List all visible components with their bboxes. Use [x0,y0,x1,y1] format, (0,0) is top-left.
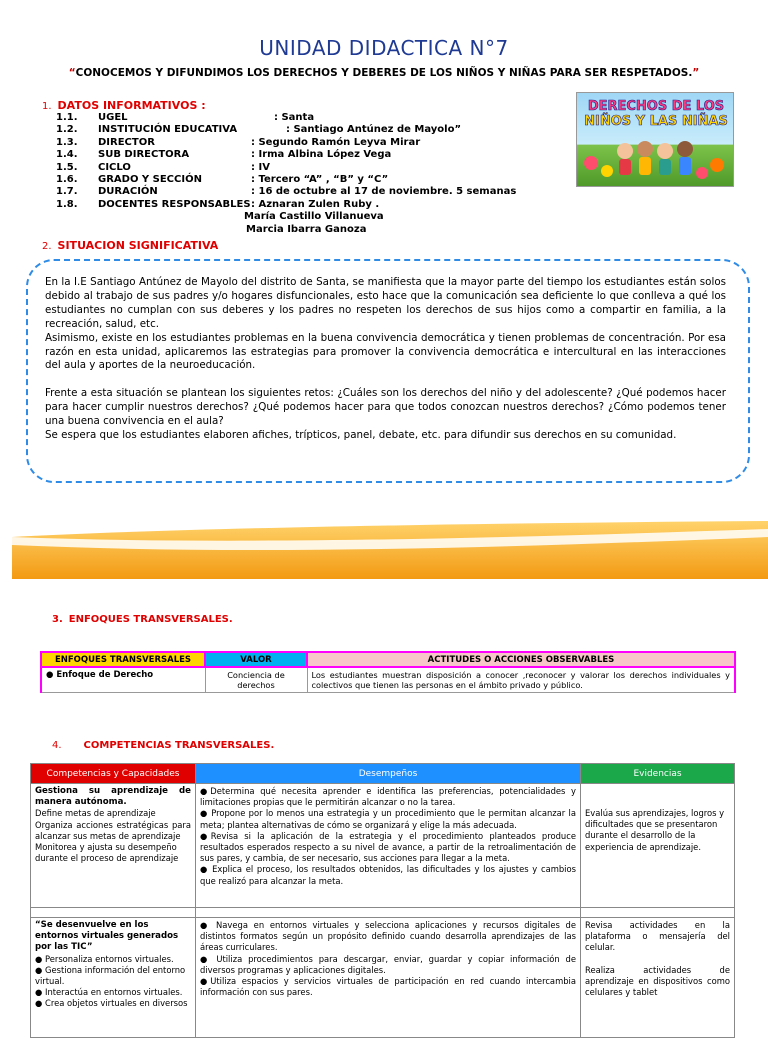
situacion-paragraph: Frente a esta situación se plantean los siguientes retos: ¿Cuáles son los derechos del niño y del adolescente? ¿Qué podemos hacer para hacer cumplir nuestros derechos? ¿Qué podemos hacer para que todos conozcan nuestros derechos? ¿Cómo podemos tener una buena convivencia en el aula? [45,387,726,428]
competencia-row-2 [31,918,735,1038]
section-number: 1. [42,101,52,112]
info-num: 1.5. [56,161,78,173]
section-4-heading [52,740,274,751]
competencia-cell [31,918,196,1038]
info-value: : Santa [274,112,315,123]
info-value: María Castillo Villanueva [244,211,384,223]
document-title: UNIDAD DIDACTICA N°7 [259,36,509,60]
section-title: COMPETENCIAS TRANSVERSALES. [83,740,275,751]
competencia-cell [31,784,196,908]
info-label: UGEL [98,112,128,123]
actitudes-header: ACTITUDES O ACCIONES OBSERVABLES [307,652,735,667]
competencias-header-row [31,764,735,784]
info-num: 1.8. [56,198,78,210]
info-num: 1.7. [56,186,78,198]
banner-title [577,99,734,129]
desempeno-item: ●Determina qué necesita aprender e identifica las preferencias, potencialidades y limitaciones propias que le permitirán alcanzar o no la tarea. [200,786,576,808]
info-num: 1.1. [56,112,78,123]
info-value: : Irma Albina López Vega [251,149,392,161]
document-subtitle [0,67,768,79]
banner-line-2: NIÑOS Y LAS NIÑAS [584,114,728,129]
section-number: 3. [52,614,63,625]
capacidad-item: Define metas de aprendizaje [35,808,156,819]
section-2-heading [42,239,218,252]
info-value: Marcia Ibarra Ganoza [246,223,367,235]
situacion-text [45,276,726,443]
section-number: 2. [42,241,52,252]
orange-swoosh-divider [0,515,768,583]
evidencias-cell [581,918,735,1038]
enfoques-table [40,651,736,693]
info-label: SUB DIRECTORA [98,149,190,161]
capacidad-item: Monitorea y ajusta su desempeño durante el proceso de aprendizaje [35,842,179,864]
competencias-header: Competencias y Capacidades [31,764,196,784]
info-num: 1.2. [56,124,78,136]
table-spacer-row [31,908,735,918]
info-label: CICLO [98,161,131,173]
enfoques-row [41,667,735,693]
competencia-title: “Se desenvuelve en los entornos virtuales generados por las TIC” [35,920,179,953]
info-label: INSTITUCIÓN EDUCATIVA [98,124,238,136]
situacion-paragraph: Asimismo, existe en los estudiantes problemas en la buena convivencia democrática y tienen problemas de concentración. Por esa razón en esta unidad, aplicaremos las estrategias para promover la convivencia democrática e intercultural en las interacciones del aula y aportes de la neuroeducación. [45,331,726,372]
info-label: DURACIÓN [98,186,158,198]
valor-header: VALOR [205,652,307,667]
banner-line-1: DERECHOS DE LOS [587,99,725,114]
capacidad-item: Organiza acciones estratégicas para alcanzar sus metas de aprendizaje [35,819,191,841]
info-num: 1.3. [56,136,78,148]
evidencias-cell [581,784,735,908]
info-label: DIRECTOR [98,136,155,148]
section-title: SITUACION SIGNIFICATIVA [57,239,219,252]
desempeno-item: ● Utiliza procedimientos para descargar, enviar, guardar y copiar información de diversos programas y aplicaciones digitales. [200,953,576,975]
subtitle-text: CONOCEMOS Y DIFUNDIMOS LOS DERECHOS Y DEBERES DE LOS NIÑOS Y NIÑAS PARA SER RESPETADOS. [75,67,693,79]
info-value: : Aznaran Zulen Ruby . [251,198,380,210]
desempeno-item: ● Navega en entornos virtuales y selecciona aplicaciones y recursos digitales de distintos formatos según un propósito definido cuando desarrolla aprendizajes de las áreas curriculares. [200,920,576,953]
info-value: : Tercero “A” , “B” y “C” [251,173,389,185]
capacidad-item: ● Interactúa en entornos virtuales. [35,987,183,998]
info-value: : 16 de octubre al 17 de noviembre. 5 semanas [251,186,517,198]
competencia-title: Gestiona su aprendizaje de manera autónoma. [35,786,191,808]
evidencias-header: Evidencias [581,764,735,784]
info-value: : Santiago Antúnez de Mayolo” [286,124,462,136]
actitudes-cell: Los estudiantes muestran disposición a conocer ,reconocer y valorar los derechos individuales y colectivos que tienen las personas en el ámbito privado y público. [307,667,735,693]
section-title: DATOS INFORMATIVOS : [57,99,206,112]
section-3-heading [52,614,233,625]
capacidad-item: ● Gestiona información del entorno virtual. [35,964,186,987]
info-label: GRADO Y SECCIÓN [98,173,202,185]
derechos-banner-image [576,92,734,187]
evidencia-text: Realiza actividades de aprendizaje en dispositivos como celulares y tablet [585,964,730,998]
open-quote: “ [68,67,76,79]
desempeno-item: ● Explica el proceso, los resultados obtenidos, las dificultades y los ajustes y cambios que realizó para alcanzar la meta. [200,864,576,886]
evidencia-text: Revisa actividades en la plataforma o mensajería del celular. [585,920,730,953]
info-num: 1.6. [56,173,78,185]
desempeno-item: ●Utiliza espacios y servicios virtuales de participación en red cuando intercambia información con sus pares. [200,976,576,998]
situacion-paragraph: En la I.E Santiago Antúnez de Mayolo del distrito de Santa, se manifiesta que la mayor parte del tiempo los estudiantes están solos debido al trabajo de sus padres y/o hogares disfuncionales, esto hace que la comunicación sea deficiente lo que conlleva a qué los estudiantes no cumplan con sus deberes y los padres no respeten los derechos de sus hijos como a compartir en familia, a la recreación, salud, etc. [45,276,726,330]
section-1-heading [42,99,206,112]
capacidad-item: ● Personaliza entornos virtuales. [35,953,174,964]
enfoques-header: ENFOQUES TRANSVERSALES [41,652,205,667]
desempenos-cell [196,784,581,908]
desempenos-header: Desempeños [196,764,581,784]
info-num: 1.4. [56,149,78,161]
valor-cell: Conciencia de derechos [205,667,307,693]
section-number: 4. [52,740,62,751]
info-label: DOCENTES RESPONSABLES [98,198,251,210]
desempenos-cell [196,918,581,1038]
desempeno-item: ● Propone por lo menos una estrategia y un procedimiento que le permitan alcanzar la meta; plantea alternativas de cómo se organizará y elige la más adecuada. [200,808,576,830]
close-quote: ” [692,67,700,79]
info-value: : Segundo Ramón Leyva Mirar [251,136,421,148]
enfoque-cell: ● Enfoque de Derecho [41,667,205,693]
section-title: ENFOQUES TRANSVERSALES. [68,614,233,625]
info-value: : IV [251,161,270,173]
situacion-paragraph: Se espera que los estudiantes elaboren afiches, trípticos, panel, debate, etc. para difundir sus derechos en su comunidad. [45,428,677,441]
capacidad-item: ● Crea objetos virtuales en diversos [35,998,188,1009]
enfoques-header-row [41,652,735,667]
competencia-row-1 [31,784,735,908]
evidencia-text: Evalúa sus aprendizajes, logros y dificultades que se presentaron durante el desarrollo de la experiencia de aprendizaje. [585,808,725,852]
competencias-table [30,763,735,1038]
desempeno-item: ●Revisa si la aplicación de la estrategia y el procedimiento planteados produce resultados esperados respecto a su nivel de avance, a partir de la retroalimentación de sus pares, y cambia, de ser necesario, sus acciones para llegar a la meta. [200,830,576,864]
